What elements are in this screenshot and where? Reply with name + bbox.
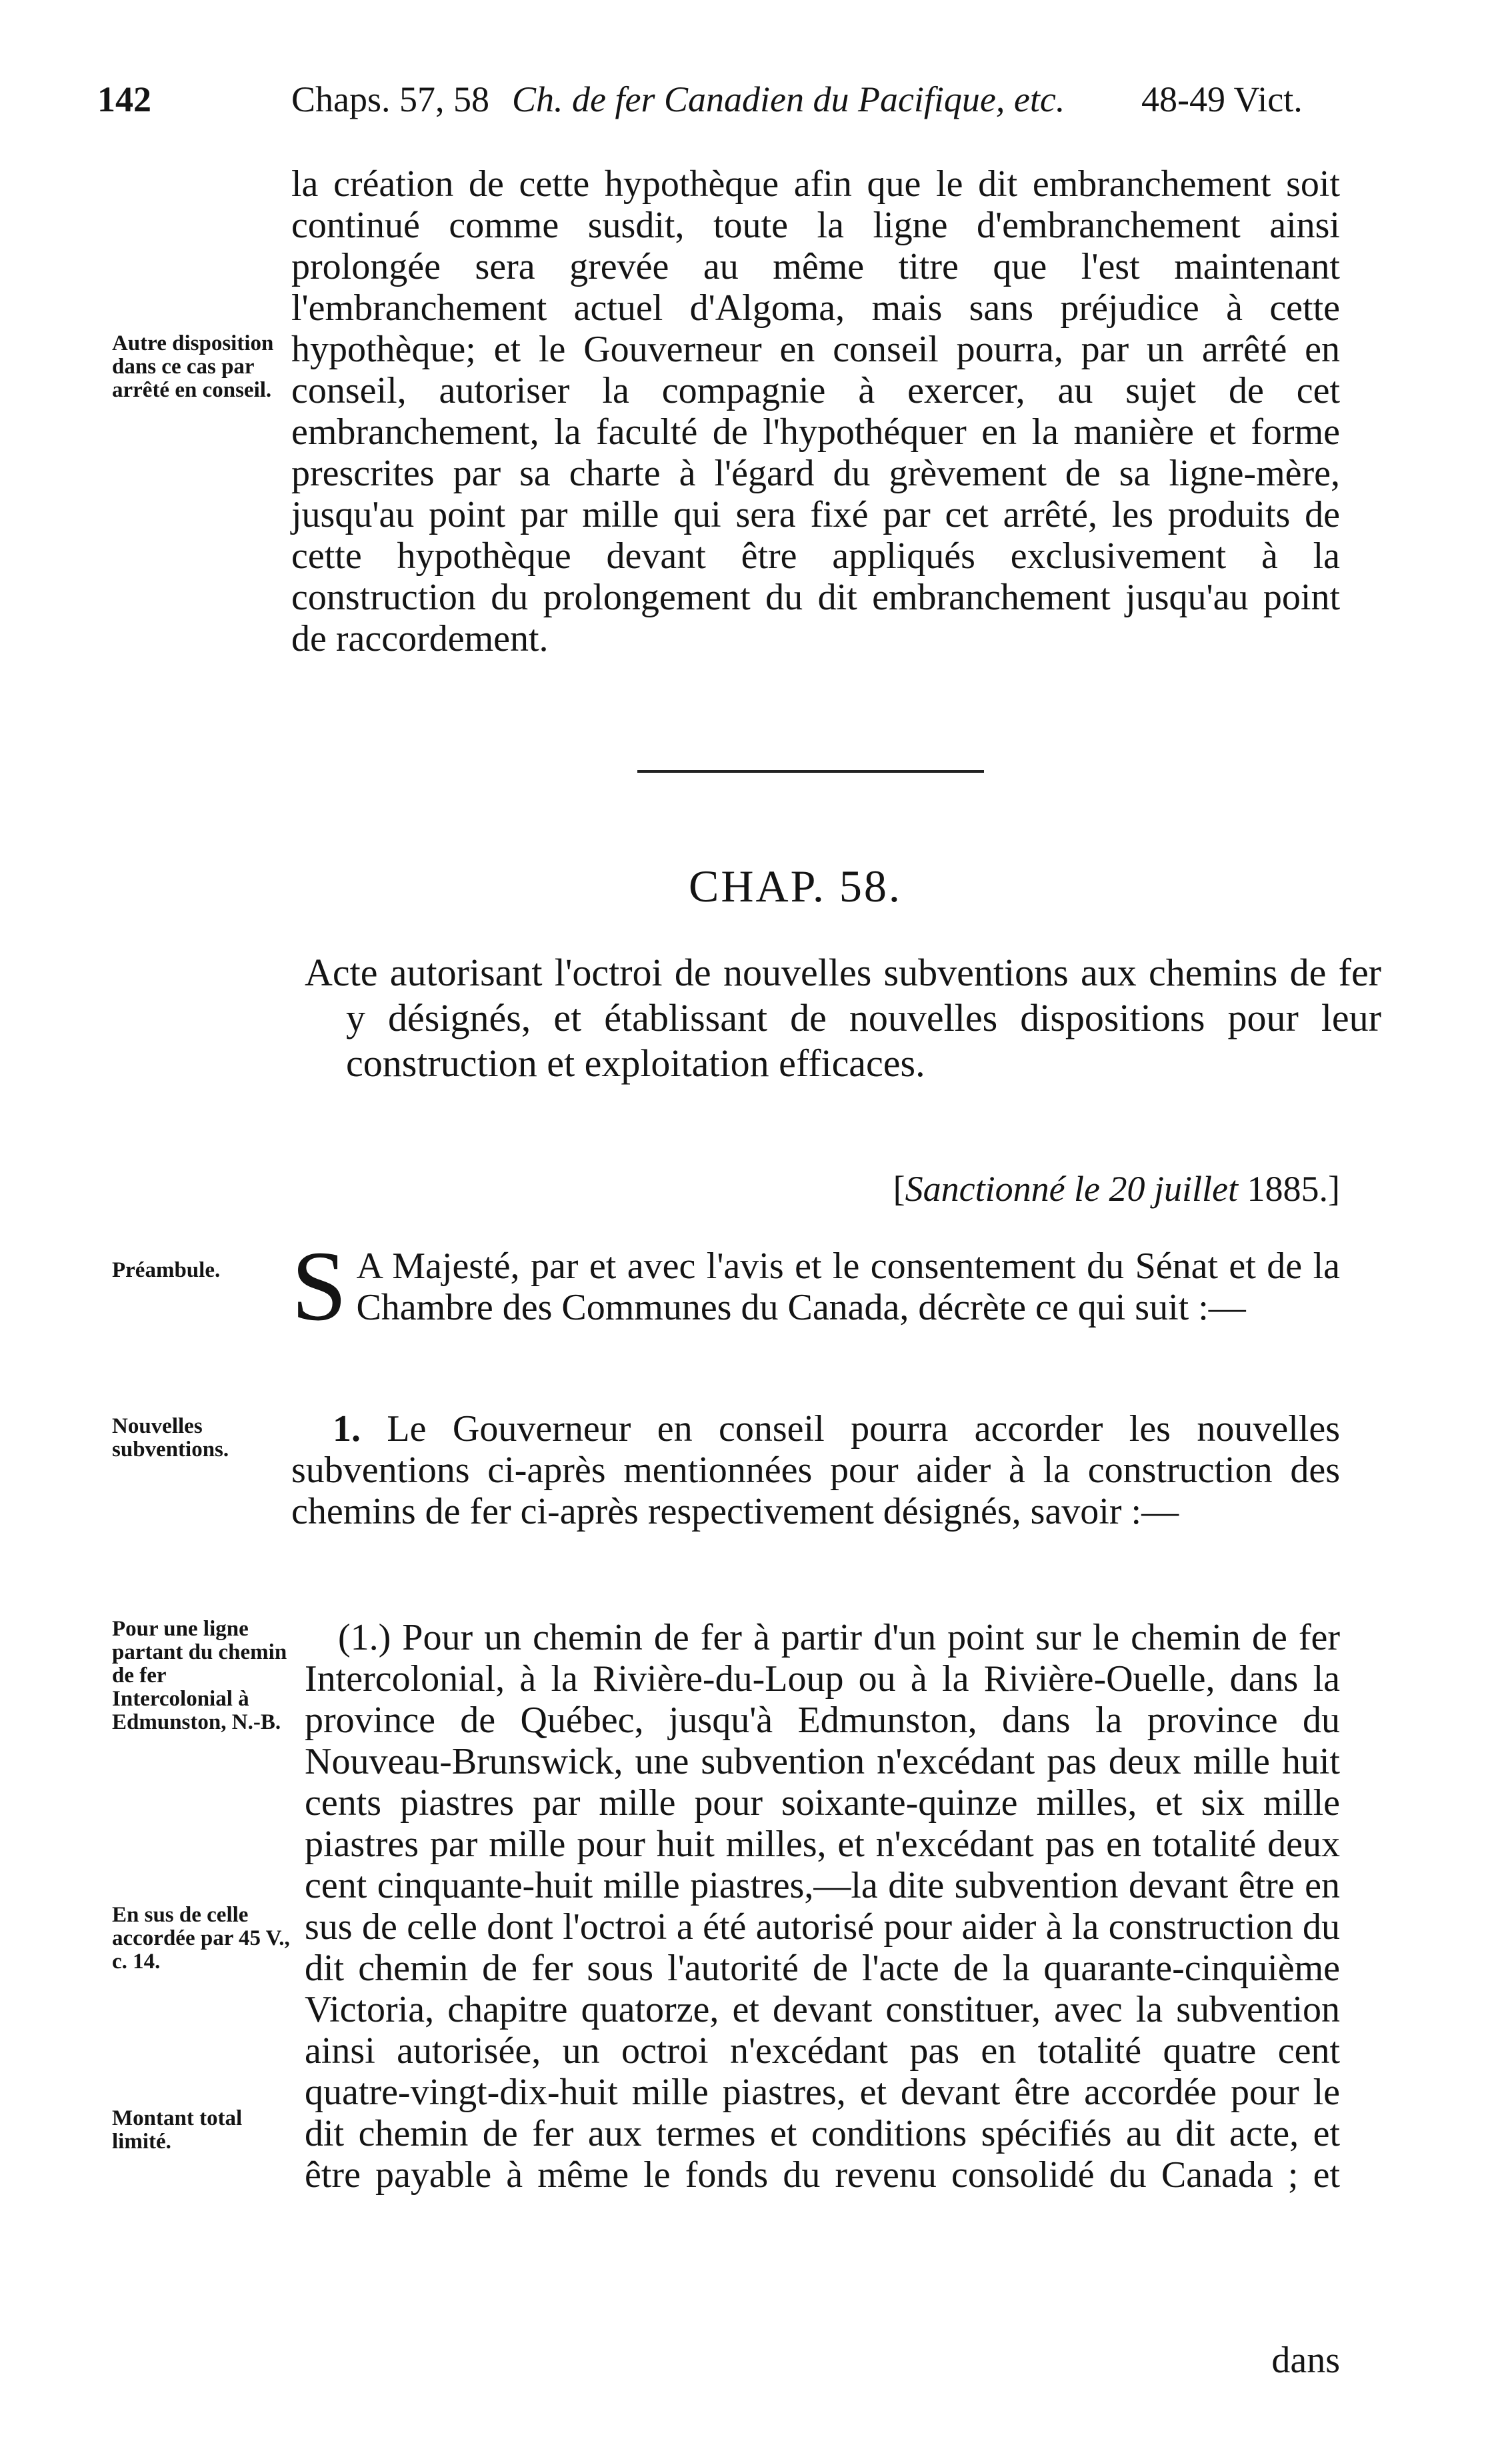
header-title: Ch. de fer Canadien du Pacifique, etc. [512,79,1065,119]
margin-note-pour-une-ligne: Pour une ligne partant du chemin de fer Intercolonial à Edmunston, N.-B. [112,1617,287,1734]
margin-note-preambule: Préambule. [112,1258,221,1282]
section-number: 1. [333,1408,361,1450]
drop-cap: S [291,1231,347,1342]
act-title: Acte autorisant l'octroi de nouvelles subventions aux chemins de fer y désignés, et établissant de nouvelles dispositions pour leur construction et exploitation efficaces. [305,951,1381,1085]
sanction-prefix: [ [893,1169,905,1209]
preamble-paragraph [291,1231,1340,1342]
margin-note-autre-disposition: Autre disposition dans ce cas par arrêté en conseil. [112,331,274,402]
margin-note-montant-total: Montant total limité. [112,2106,243,2154]
chapter-heading: CHAP. 58. [689,861,902,911]
subsection-1-paragraph: (1.) Pour un chemin de fer à partir d'un point sur le chemin de fer Intercolonial, à la Rivière-du-Loup ou à la Rivière-Ouelle, dans la province de Québec, jusqu'à Edmunston, dans la province du Nouveau-Brunswick, une subvention n'excédant pas deux mille huit cents piastres par mille pour soixante-quinze milles, et six mille piastres par mille pour huit milles, et n'excédant pas en totalité deux cent cinquante-huit mille piastres,—la dite subvention devant être en sus de celle dont l'octroi a été autorisé pour aider à la construction du dit chemin de fer sous l'autorité de l'acte de la quarante-cinquième Victoria, chapitre quatorze, et devant constituer, avec la subvention ainsi autorisée, un octroi n'excédant pas en totalité quatre cent quatre-vingt-dix-huit mille piastres, et devant être accordée pour le dit chemin de fer aux termes et conditions spécifiés au dit acte, et être payable à même le fonds du revenu consolidé du Canada ; et [305,1617,1340,2196]
section-1-text: Le Gouverneur en conseil pourra accorder les nouvelles subventions ci-après mentionnées pour aider à la construction des chemins de fer ci-après respectivement désignés, savoir :— [291,1408,1341,1532]
header-chapters: Chaps. 57, 58 [291,79,489,119]
section-1-paragraph [291,1408,1340,1532]
continuation-paragraph: la création de cette hypothèque afin que le dit embranchement soit continué comme susdit, toute la ligne d'embranchement ainsi prolongée sera grevée au même titre que l'est maintenant l'embranchement actuel d'Algoma, mais sans préjudice à cette hypothèque; et le Gouverneur en conseil pourra, par un arrêté en conseil, autoriser la compagnie à exercer, au sujet de cet embranchement, la faculté de l'hypothéquer en la manière et forme prescrites par sa charte à l'égard du grèvement de sa ligne-mère, jusqu'au point par mille qui sera fixé par cet arrêté, les produits de cette hypothèque devant être appliqués exclusivement à la construction du prolongement du dit embranchement jusqu'au point de raccordement. [291,163,1340,659]
sanction-date [893,1168,1340,1209]
page-number: 142 [97,79,151,119]
catchword: dans [1271,2340,1340,2381]
margin-note-nouvelles-subventions: Nouvelles subventions. [112,1414,229,1462]
section-divider [637,770,984,773]
preamble-text: A Majesté, par et avec l'avis et le consentement du Sénat et de la Chambre des Communes du Canada, décrète ce qui suit :— [356,1246,1340,1328]
header-year: 48-49 Vict. [1141,79,1303,119]
margin-note-en-sus: En sus de celle accordée par 45 V., c. 14. [112,1903,290,1974]
sanction-italic: Sanctionné le 20 juillet [905,1169,1239,1209]
sanction-suffix: 1885.] [1238,1169,1340,1209]
